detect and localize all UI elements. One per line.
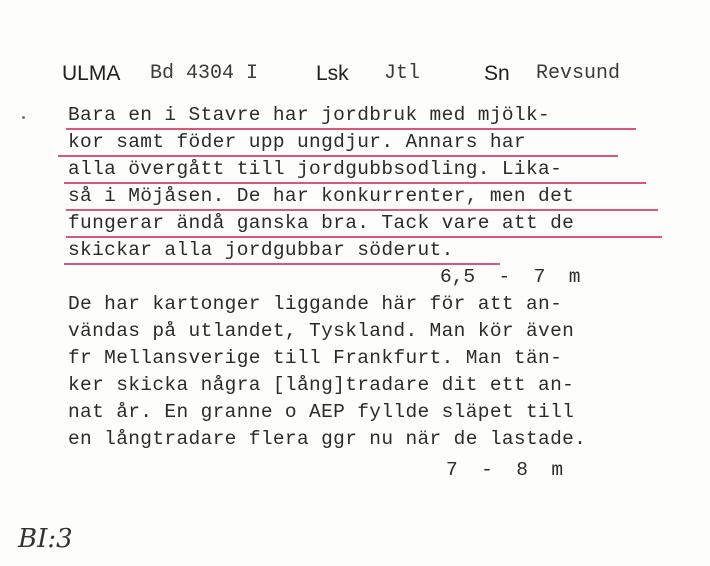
red-underline <box>66 236 662 238</box>
paragraph2-line-3: fr Mellansverige till Frankfurt. Man tän- <box>68 347 563 369</box>
province-value: Jtl <box>384 62 421 85</box>
parish-label: Sn <box>484 62 510 85</box>
paragraph2-line-2: vändas på utlandet, Tyskland. Man kör även <box>68 320 575 342</box>
paragraph2-line-1: De har kartonger liggande här för att an- <box>68 293 563 315</box>
paragraph1-line-1: Bara en i Stavre har jordbruk med mjölk- <box>68 104 551 126</box>
red-underline <box>66 128 636 130</box>
archive-mark: BI:3 <box>18 524 73 554</box>
margin-dot <box>22 116 25 119</box>
red-underline <box>64 182 646 184</box>
red-underline <box>66 209 658 211</box>
volume-reference: Bd 4304 I <box>150 62 259 85</box>
paragraph2-line-5: nat år. En granne o AEP fyllde släpet till <box>68 401 575 423</box>
distance-note-1: 6,5 - 7 m <box>440 266 581 288</box>
province-label: Lsk <box>316 62 349 85</box>
paragraph1-line-6: skickar alla jordgubbar söderut. <box>68 239 454 261</box>
paragraph1-line-3: alla övergått till jordgubbsodling. Lika- <box>68 158 563 180</box>
paragraph1-line-2: kor samt föder upp ungdjur. Annars har <box>68 131 526 153</box>
archive-title: ULMA <box>62 62 121 85</box>
paragraph1-line-5: fungerar ändå ganska bra. Tack vare att de <box>68 212 575 234</box>
distance-note-2: 7 - 8 m <box>446 459 564 481</box>
red-underline <box>58 155 618 157</box>
parish-value: Revsund <box>536 62 621 85</box>
paragraph1-line-4: så i Möjåsen. De har konkurrenter, men det <box>68 185 575 207</box>
paragraph2-line-4: ker skicka några [lång]tradare dit ett an- <box>68 374 575 396</box>
red-underline <box>64 263 500 265</box>
paragraph2-line-6: en långtradare flera ggr nu när de lastade. <box>68 428 587 450</box>
